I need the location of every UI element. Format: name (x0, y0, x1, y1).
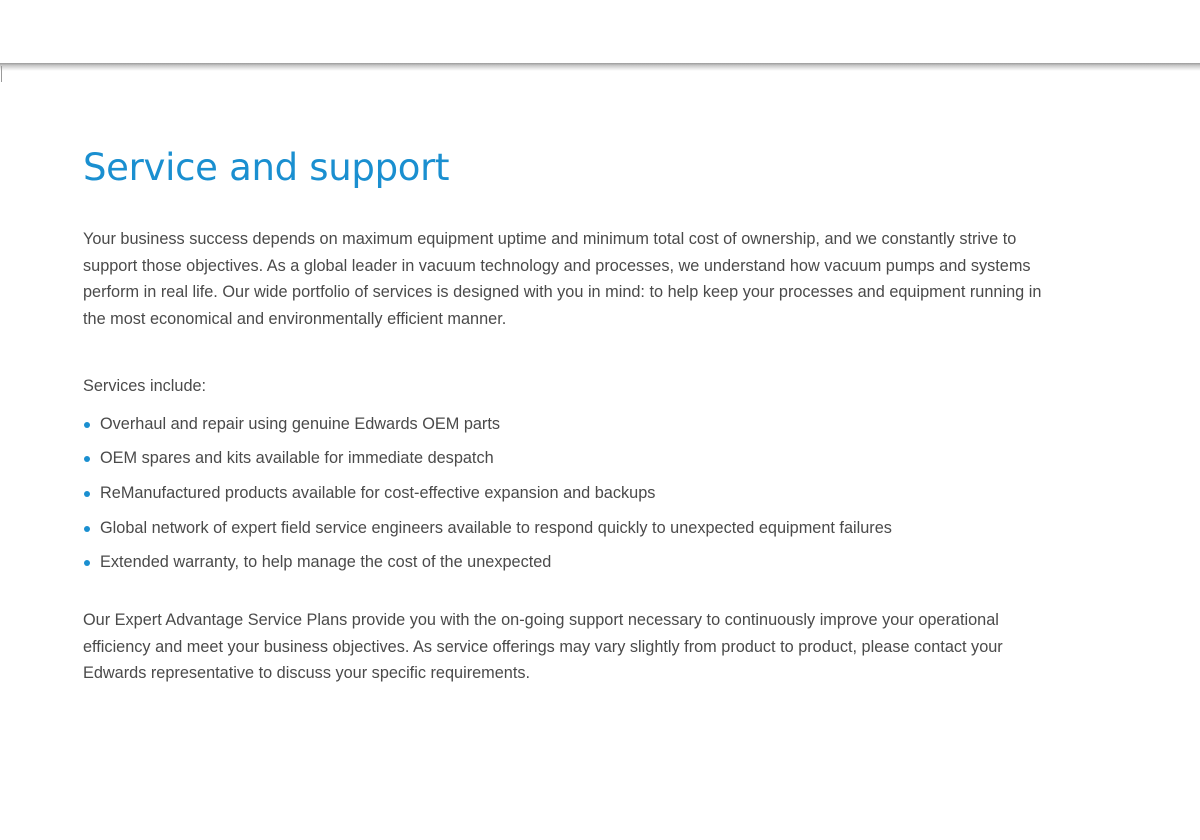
bullet-icon (84, 491, 90, 497)
services-heading: Services include: (83, 377, 207, 395)
list-item (83, 511, 1053, 546)
main-content (83, 140, 1053, 687)
closing-paragraph: Our Expert Advantage Service Plans provide you with the on-going support necessary to continuously improve your operational efficiency and meet your business objectives. As service offerings may vary slightly from product to product, please contact your Edwards representative to discuss your specific requirements. (83, 611, 1003, 683)
list-item-text: ReManufactured products available for cost-effective expansion and backups (100, 483, 656, 502)
page-corner-mark (1, 66, 2, 82)
list-item-text: Global network of expert field service engineers available to respond quickly to unexpected equipment failures (100, 518, 892, 537)
services-list (83, 407, 1053, 581)
list-item-text: OEM spares and kits available for immediate despatch (100, 449, 494, 468)
page-title: Service and support (83, 146, 450, 189)
list-item-text: Extended warranty, to help manage the cost of the unexpected (100, 553, 552, 572)
list-item (83, 476, 1053, 511)
list-item (83, 441, 1053, 476)
intro-paragraph: Your business success depends on maximum equipment uptime and minimum total cost of ownership, and we constantly strive to support those objectives. As a global leader in vacuum technology and processes, we understand how vacuum pumps and systems perform in real life. Our wide portfolio of services is designed with you in mind: to help keep your processes and equipment running in the most economical and environmentally efficient manner. (83, 230, 1042, 328)
bullet-icon (84, 422, 90, 428)
header-rule (0, 63, 1200, 71)
bullet-icon (84, 560, 90, 566)
list-item (83, 545, 1053, 580)
bullet-icon (84, 456, 90, 462)
list-item-text: Overhaul and repair using genuine Edwards OEM parts (100, 414, 501, 433)
list-item (83, 407, 1053, 442)
bullet-icon (84, 526, 90, 532)
